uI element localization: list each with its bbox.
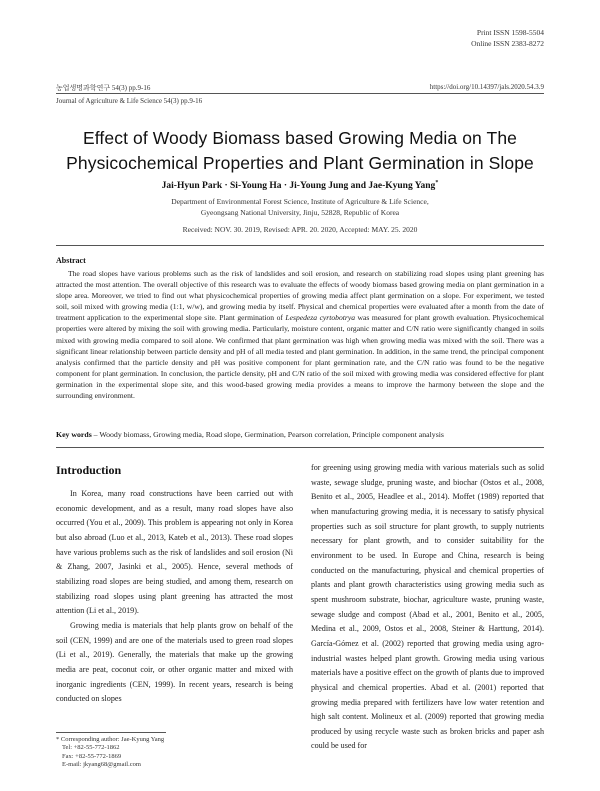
issn-online: Online ISSN 2383-8272 — [471, 38, 544, 48]
introduction-heading: Introduction — [56, 463, 122, 477]
title-line-2: Physicochemical Properties and Plant Germination in Slope — [66, 153, 534, 173]
left-column — [56, 487, 293, 707]
title-line-1: Effect of Woody Biomass based Growing Media on The — [83, 128, 517, 148]
issn-block — [471, 28, 544, 49]
author-list — [40, 180, 560, 191]
abstract-heading: Abstract — [56, 256, 86, 265]
abstract-text-1: The road slopes have various problems such as the risk of landslides and soil erosion, and research on stabilizing road slopes using plant greening has attracted the most attention. The overall objective of this research was to evaluate the effects of woody biomass based growing media on plant germination in a slope area. Moreover, we tried to find out what physicochemical properties of growing media affect plant germination on a slope. For experiment, we tested soil, soil mixed with growing media (1:1, w/w), and growing media by itself. Physical and chemical properties were evaluated after a month from the date of treatment application to the experimental slope site. Plant germination of — [56, 269, 544, 323]
footnote-tel: Tel: +82-55-772-1862 — [62, 744, 120, 752]
species-name: Lespedeza cyrtobotrya — [285, 313, 355, 323]
submission-dates: Received: NOV. 30. 2019, Revised: APR. 20. 2020, Accepted: MAY. 25. 2020 — [182, 225, 418, 234]
keywords-label: Key words — [56, 430, 92, 439]
paper-title — [40, 126, 560, 176]
abstract-top-rule — [56, 245, 544, 246]
affiliation — [40, 196, 560, 218]
footnote-author: * Corresponding author: Jae-Kyung Yang — [56, 736, 165, 743]
affiliation-line-1: Department of Environmental Forest Science, Institute of Agriculture & Life Science, — [171, 197, 429, 206]
footnote-email[interactable]: E-mail: jkyang68@gmail.com — [62, 760, 141, 768]
keywords — [56, 430, 544, 439]
abstract-bottom-rule — [56, 447, 544, 448]
intro-paragraph-2: Growing media is materials that help plants grow on behalf of the soil (CEN, 1999) and are one of the materials used to green road slopes (Li et al., 2019). Generally, the materials that make up the growing media are peat, coconut coir, or other organic matter and mixed with inorganic ingredients (CEN, 1999). In recent years, research is being conducted on slopes — [56, 620, 293, 704]
journal-english-citation: Journal of Agriculture & Life Science 54(3) pp.9-16 — [56, 97, 203, 105]
abstract-body — [56, 268, 544, 401]
journal-korean-citation: 농업생명과학연구 54(3) pp.9-16 — [56, 84, 151, 92]
affiliation-line-2: Gyeongsang National University, Jinju, 52828, Republic of Korea — [200, 208, 400, 217]
corresponding-author-footnote — [56, 736, 164, 769]
header-rule — [56, 93, 544, 94]
intro-paragraph-1: In Korea, many road constructions have been carried out with economic development, and as a result, many road slopes have also occurred (You et al., 2009). This problem is appearing not only in Korea but also abroad (Luo et al., 2013, Kateb et al., 2013). These road slopes have various problems such as the risk of landslides and soil erosion (Ni & Zhang, 2007, Jasinki et al., 2005). Hence, several methods of stabilizing road slopes are being studied, and among them, research on stabilizing road slopes using plant greening has attracted the most attention (Li et al., 2019). — [56, 489, 293, 616]
footnote-fax: Fax: +82-55-772-1869 — [62, 752, 122, 760]
abstract-text-2: was measured for plant growth evaluation. Physicochemical properties were altered by mixing the soil with growing media. Particularly, moisture content, organic matter and C/N ratio were significantly changed in soils mixed with growing media compared to soil alone. We confirmed that plant germination was high when growing media was mixed with the soil. There was a significant linear relationship between particle density and pH of all media tested and plant germination. In addition, in the same trend, the principal component analysis confirmed that the particle density and pH was positive component for plant germination rate, and the C/N ratio was found to be the negative component for plant germination. In conclusion, the particle density, pH and C/N ratio of the soil mixed with growing media was considered effective for plant germination in the experimental slope site, and this wood-based growing media provides a means to improve the harmony between the slope and the surrounding environment. — [56, 313, 544, 401]
doi-link[interactable]: https://doi.org/10.14397/jals.2020.54.3.9 — [429, 83, 544, 91]
keywords-separator: – — [91, 430, 100, 439]
keywords-list: Woody biomass, Growing media, Road slope, Germination, Pearson correlation, Principle component analysis — [99, 430, 444, 439]
right-column — [311, 461, 544, 754]
footnote-rule — [56, 732, 166, 733]
intro-paragraph-3: for greening using growing media with various materials such as solid waste, sewage sludge, pruning waste, and biochar (Ostos et al., 2008, Benito et al., 2005, Headlee et al., 2014). Moffet (1989) reported that when manufacturing growing media, it is necessary to satisfy physical properties such as soil structure for plant growth, to supply nutrients necessary for plant growth, and to consider suitability for the environment to be used. In Europe and China, research is being conducted on the manufacturing, physical and chemical properties of plants and plant growth characteristics using growing media such as spent mushroom substrate, biochar, agriculture waste, pruning waste, sewage sludge and compost (Abad et al., 2001, Benito et al., 2005, Medina et al., 2009, Ostos et al., 2008, Steiner & Harttung, 2014). García-Gómez et al. (2002) reported that growing media using agro-industrial wastes helped plant growth. Growing media using various materials have a positive effect on the growth of plants due to improved physical and chemical properties. Abad et al. (2001) reported that growing media prepared with fertilizers have low water retention and high salt content. Molineux et al. (2009) reported that growing media produced by using recycle waste such as broken bricks and paper ash could be used for — [311, 463, 544, 751]
authors-text: Jai-Hyun Park · Si-Young Ha · Ji-Young Jung and Jae-Kyung Yang — [161, 181, 436, 192]
corresponding-mark: * — [435, 180, 439, 186]
issn-print: Print ISSN 1598-5504 — [476, 28, 544, 37]
